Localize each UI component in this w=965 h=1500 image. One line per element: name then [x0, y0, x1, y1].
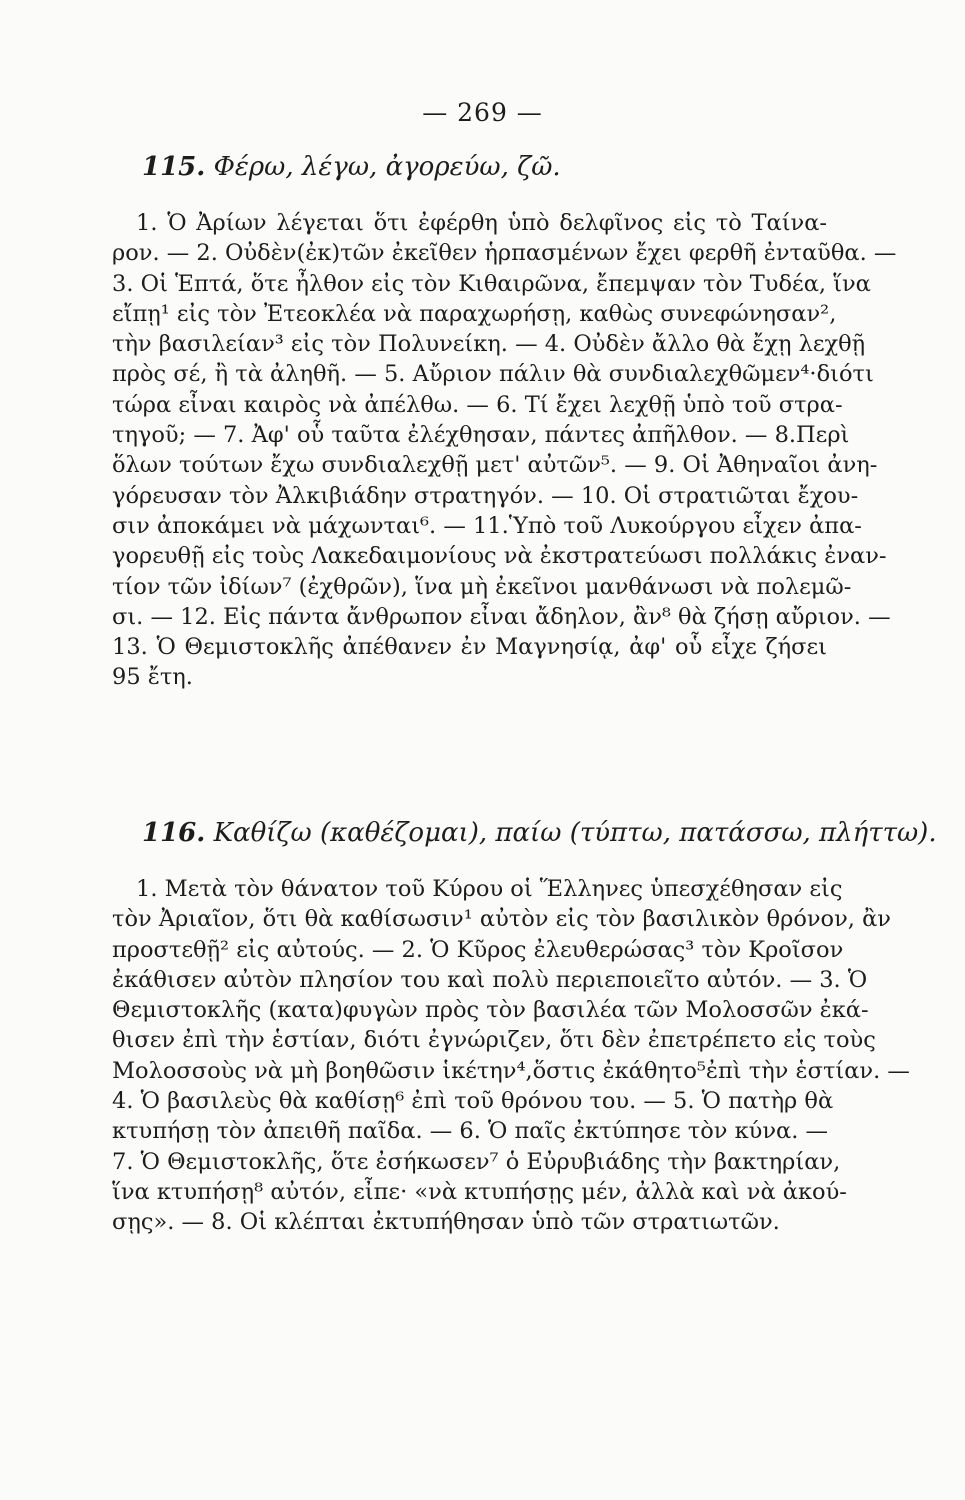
text-line: γορευθῇ εἰς τοὺς Λακεδαιμονίους νὰ ἐκστρατεύωσι πολλάκις ἐναν-: [112, 543, 887, 570]
section-115: [112, 152, 897, 693]
text-line: τὸν Ἀριαῖον, ὅτι θὰ καθίσωσιν¹ αὐτὸν εἰς τὸν βασιλικὸν θρόνον, ἂν: [112, 906, 891, 933]
text-line: 4. Ὁ βασιλεὺς θὰ καθίσῃ⁶ ἐπὶ τοῦ θρόνου του. — 5. Ὁ πατὴρ θὰ: [112, 1088, 834, 1115]
text-line: τίον τῶν ἰδίων⁷ (ἐχθρῶν), ἵνα μὴ ἐκεῖνοι μανθάνωσι νὰ πολεμῶ-: [112, 573, 852, 600]
text-line: 3. Οἱ Ἑπτά, ὅτε ἦλθον εἰς τὸν Κιθαιρῶνα, ἔπεμψαν τὸν Τυδέα, ἵνα: [112, 270, 871, 297]
section-title: Φέρω, λέγω, ἀγορεύω, ζῶ.: [213, 152, 561, 182]
text-line: ρον. — 2. Οὐδὲν(ἐκ)τῶν ἐκεῖθεν ἡρπασμένων ἔχει φερθῆ ἐνταῦθα. —: [112, 240, 897, 267]
section-title: Καθίζω (καθέζομαι), παίω (τύπτω, πατάσσω, πλήττω).: [213, 818, 937, 848]
text-line: προστεθῇ² εἰς αὐτούς. — 2. Ὁ Κῦρος ἐλευθερώσας³ τὸν Κροῖσον: [112, 936, 844, 963]
text-line: τηγοῦ; — 7. Ἀφ' οὗ ταῦτα ἐλέχθησαν, πάντες ἀπῆλθον. — 8.Περὶ: [112, 422, 850, 449]
text-line: 7. Ὁ Θεμιστοκλῆς, ὅτε ἐσήκωσεν⁷ ὁ Εὐρυβιάδης τὴν βακτηρίαν,: [112, 1148, 841, 1175]
text-line: πρὸς σέ, ἢ τὰ ἀληθῆ. — 5. Αὔριον πάλιν θὰ συνδιαλεχθῶμεν⁴·διότι: [112, 361, 874, 388]
section-number: 115.: [142, 152, 206, 182]
text-line: σῃς». — 8. Οἱ κλέπται ἐκτυπήθησαν ὑπὸ τῶν στρατιωτῶν.: [112, 1209, 780, 1236]
text-line: σι. — 12. Εἰς πάντα ἄνθρωπον εἶναι ἄδηλον, ἂν⁸ θὰ ζήσῃ αὔριον. —: [112, 603, 891, 630]
text-line: 1. Ὁ Ἀρίων λέγεται ὅτι ἐφέρθη ὑπὸ δελφῖνος εἰς τὸ Ταίνα-: [136, 210, 827, 236]
text-line: κτυπήσῃ τὸν ἀπειθῆ παῖδα. — 6. Ὁ παῖς ἐκτύπησε τὸν κύνα. —: [112, 1118, 829, 1145]
text-line: τώρα εἶναι καιρὸς νὰ ἀπέλθω. — 6. Τί ἔχει λεχθῇ ὑπὸ τοῦ στρα-: [112, 391, 843, 418]
section-body: [112, 208, 897, 693]
text-line: τὴν βασιλείαν³ εἰς τὸν Πολυνείκη. — 4. Οὐδὲν ἄλλο θὰ ἔχῃ λεχθῇ: [112, 331, 866, 358]
text-line: εἴπῃ¹ εἰς τὸν Ἐτεοκλέα νὰ παραχωρήσῃ, καθὼς συνεφώνησαν²,: [112, 300, 837, 327]
text-line: ἐκάθισεν αὐτὸν πλησίον του καὶ πολὺ περιεποιεῖτο αὐτόν. — 3. Ὁ: [112, 966, 868, 993]
text-line: γόρευσαν τὸν Ἀλκιβιάδην στρατηγόν. — 10. Οἱ στρατιῶται ἔχου-: [112, 482, 859, 509]
page-number: — 269 —: [422, 98, 543, 127]
text-line: θισεν ἐπὶ τὴν ἑστίαν, διότι ἐγνώριζεν, ὅτι δὲν ἐπετρέπετο εἰς τοὺς: [112, 1027, 876, 1054]
text-line: ἵνα κτυπήσῃ⁸ αὐτόν, εἶπε· «νὰ κτυπήσῃς μέν, ἀλλὰ καὶ νὰ ἀκού-: [112, 1178, 847, 1205]
text-line: 1. Μετὰ τὸν θάνατον τοῦ Κύρου οἱ Ἕλληνες ὑπεσχέθησαν εἰς: [136, 876, 843, 902]
section-body: [112, 874, 910, 1238]
text-line: ὅλων τούτων ἔχω συνδιαλεχθῇ μετ' αὐτῶν⁵. — 9. Οἱ Ἀθηναῖοι ἀνη-: [112, 452, 878, 479]
text-line: 13. Ὁ Θεμιστοκλῆς ἀπέθανεν ἐν Μαγνησίᾳ, ἀφ' οὗ εἶχε ζήσει: [112, 634, 827, 661]
section-number: 116.: [142, 818, 206, 848]
text-line: σιν ἀποκάμει νὰ μάχωνται⁶. — 11.Ὑπὸ τοῦ Λυκούργου εἶχεν ἀπα-: [112, 512, 862, 539]
text-line: Θεμιστοκλῆς (κατα)φυγὼν πρὸς τὸν βασιλέα τῶν Μολοσσῶν ἐκά-: [112, 997, 869, 1024]
section-heading: [142, 152, 827, 182]
section-heading: [142, 818, 937, 848]
text-line: Μολοσσοὺς νὰ μὴ βοηθῶσιν ἱκέτην⁴,ὅστις ἐκάθητο⁵ἐπὶ τὴν ἑστίαν. —: [112, 1057, 910, 1084]
section-116: [112, 818, 937, 1238]
text-line: 95 ἔτη.: [112, 664, 193, 691]
